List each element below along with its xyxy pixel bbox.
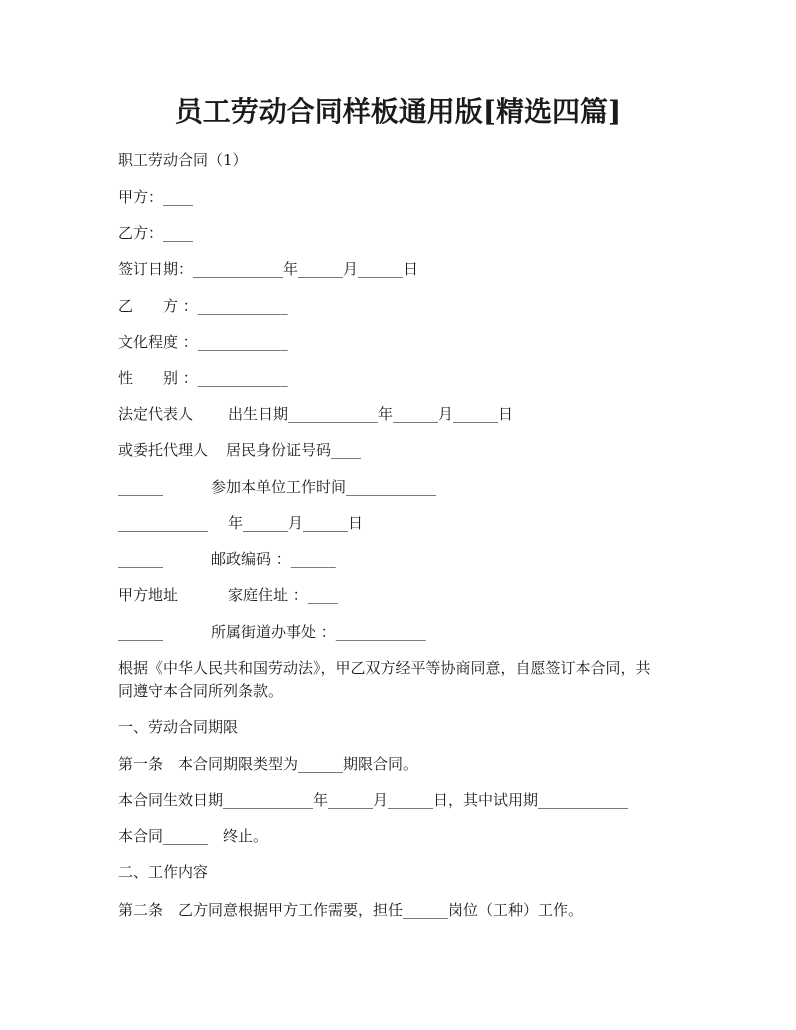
article-1: 第一条 本合同期限类型为______期限合同。 (118, 755, 419, 773)
education-field: 文化程度 ：____________ (118, 333, 288, 351)
join-time-field: 参加本单位工作时间____________ (211, 478, 437, 496)
id-number-field: 居民身份证号码____ (226, 441, 362, 459)
effective-date-clause: 本合同生效日期____________年______月______日，其中试用期____________ (118, 791, 629, 809)
street-office-blank: ______ (118, 623, 163, 641)
join-date-row (118, 513, 364, 533)
sign-date-field: 签订日期：____________年______月______日 (118, 260, 419, 278)
gender-field: 性 别 ：____________ (118, 369, 288, 387)
article-2: 第二条 乙方同意根据甲方工作需要，担任______岗位（工种）工作。 (118, 901, 584, 919)
join-date-field: 年______月______日 (228, 514, 364, 532)
legal-rep-row (118, 404, 514, 424)
party-a-address-label: 甲方地址 (118, 586, 179, 604)
legal-rep-label: 法定代表人 (118, 405, 194, 423)
termination-clause: 本合同______ 终止。 (118, 827, 269, 845)
section-1-title: 一、劳动合同期限 (118, 718, 239, 736)
birth-date-field: 出生日期____________年______月______日 (228, 405, 514, 423)
join-date-blank: ____________ (118, 514, 208, 532)
preamble-line-1: 根据《中华人民共和国劳动法》，甲乙双方经平等协商同意，自愿签订本合同，共 (118, 659, 651, 677)
preamble-line-2: 同遵守本合同所列条款。 (118, 682, 284, 700)
join-time-row (118, 477, 437, 497)
home-address-field: 家庭住址 ：____ (228, 586, 338, 604)
postcode-field: 邮政编码 ：______ (211, 550, 336, 568)
address-row (118, 585, 338, 605)
party-b-field: 乙方：____ (118, 224, 194, 242)
street-office-field: 所属街道办事处 ：____________ (211, 623, 426, 641)
join-time-blank: ______ (118, 478, 163, 496)
party-b-name-field: 乙 方 ：____________ (118, 297, 288, 315)
section-2-title: 二、工作内容 (118, 863, 209, 881)
postcode-blank: ______ (118, 550, 163, 568)
document-title: 员工劳动合同样板通用版[精选四篇] (174, 95, 622, 128)
contract-heading: 职工劳动合同（1） (118, 151, 248, 169)
street-office-row (118, 622, 426, 642)
party-a-field: 甲方：____ (118, 188, 194, 206)
agent-label: 或委托代理人 (118, 441, 209, 459)
postcode-row (118, 549, 336, 569)
agent-row (118, 440, 362, 460)
